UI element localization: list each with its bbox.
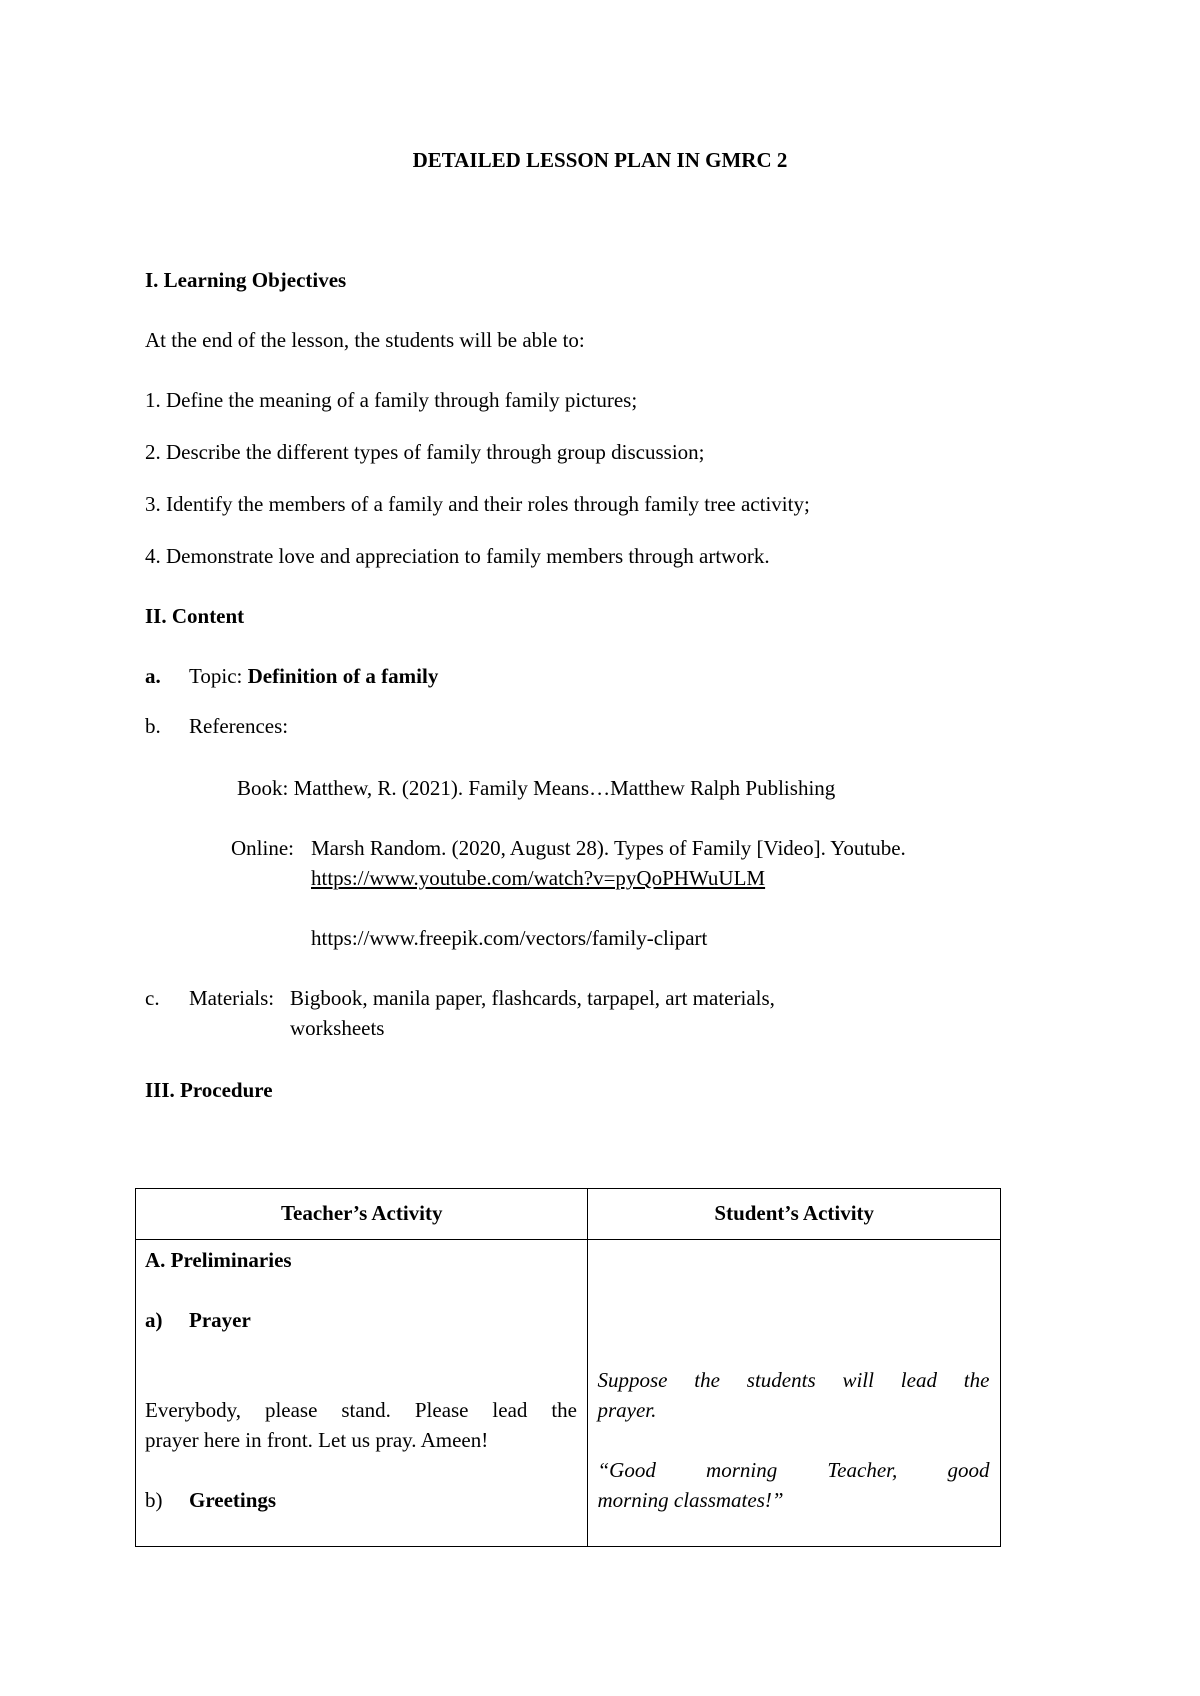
prayer-label: Prayer xyxy=(189,1308,251,1332)
prayer-marker: a) xyxy=(145,1308,163,1332)
procedure-table xyxy=(135,1188,1001,1547)
preliminaries-heading: A. Preliminaries xyxy=(145,1248,292,1272)
student-response-line-4: morning classmates!” xyxy=(597,1488,784,1512)
greetings-marker: b) xyxy=(145,1488,163,1512)
reference-online-text: Marsh Random. (2020, August 28). Types of Family [Video]. Youtube. xyxy=(311,836,906,860)
materials-label: Materials: xyxy=(189,986,275,1010)
reference-online-label: Online: xyxy=(231,836,294,860)
materials-marker: c. xyxy=(145,986,160,1010)
table-row xyxy=(136,1240,1001,1547)
objective-item: 4. Demonstrate love and appreciation to family members through artwork. xyxy=(145,544,770,568)
procedure-heading: III. Procedure xyxy=(145,1078,273,1102)
topic-line xyxy=(189,664,438,689)
reference-video-link[interactable]: https://www.youtube.com/watch?v=pyQoPHWuULM xyxy=(311,866,766,890)
objective-item: 1. Define the meaning of a family through family pictures; xyxy=(145,388,638,412)
objectives-intro: At the end of the lesson, the students will be able to: xyxy=(145,328,585,352)
references-label: References: xyxy=(189,714,289,738)
teacher-instruction-line-2: prayer here in front. Let us pray. Ameen! xyxy=(145,1428,489,1452)
reference-clipart-link: https://www.freepik.com/vectors/family-clipart xyxy=(311,926,708,950)
student-activity-cell xyxy=(588,1240,1001,1547)
student-activity-header: Student’s Activity xyxy=(588,1189,1001,1240)
teacher-activity-header: Teacher’s Activity xyxy=(136,1189,588,1240)
student-response-line-3: “Good morning Teacher, good xyxy=(597,1458,990,1482)
reference-book: Book: Matthew, R. (2021). Family Means…Matthew Ralph Publishing xyxy=(237,776,836,800)
teacher-instruction-line-1: Everybody, please stand. Please lead the xyxy=(145,1398,577,1422)
student-response-line-2: prayer. xyxy=(597,1398,657,1422)
topic-marker: a. xyxy=(145,664,161,688)
document-title: DETAILED LESSON PLAN IN GMRC 2 xyxy=(412,148,788,172)
objective-item: 2. Describe the different types of family through group discussion; xyxy=(145,440,705,464)
materials-line-2: worksheets xyxy=(290,1016,385,1040)
teacher-activity-cell xyxy=(136,1240,588,1547)
topic-label: Topic: xyxy=(189,664,248,688)
objectives-heading: I. Learning Objectives xyxy=(145,268,347,292)
materials-line-1: Bigbook, manila paper, flashcards, tarpapel, art materials, xyxy=(290,986,775,1010)
table-header-row xyxy=(136,1189,1001,1240)
greetings-label: Greetings xyxy=(189,1488,277,1512)
objective-item: 3. Identify the members of a family and their roles through family tree activity; xyxy=(145,492,810,516)
references-marker: b. xyxy=(145,714,161,738)
student-response-line-1: Suppose the students will lead the xyxy=(597,1368,990,1392)
content-heading: II. Content xyxy=(145,604,245,628)
topic-value: Definition of a family xyxy=(247,664,439,688)
